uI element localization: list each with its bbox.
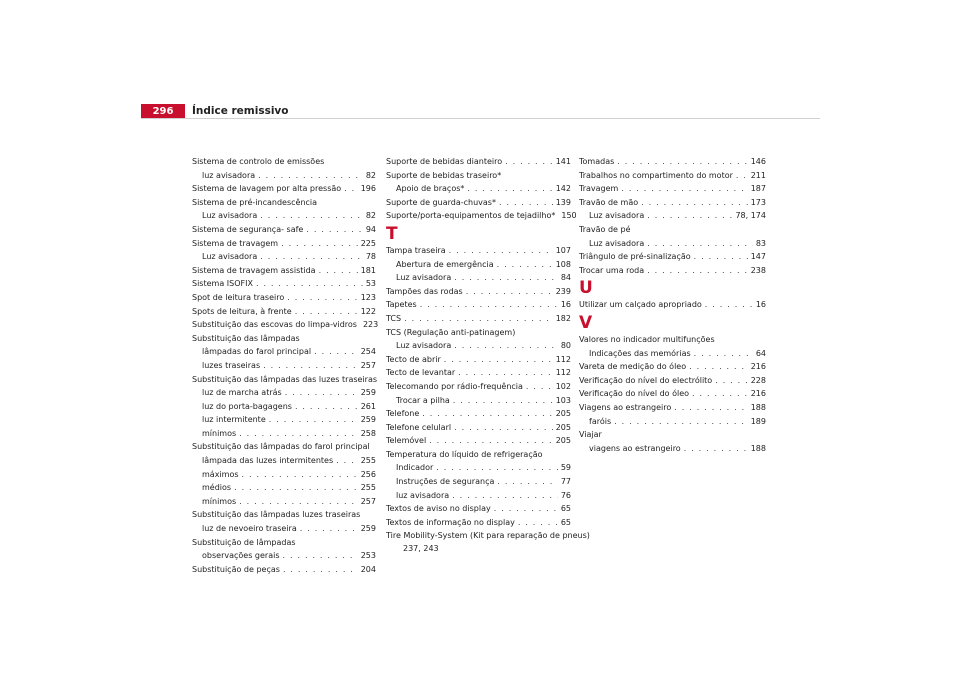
index-term: Spot de leitura traseiro [192,292,285,302]
index-term: Temperatura do líquido de refrigeração [386,449,543,459]
index-term: luz avisadora [202,170,256,180]
index-subentry [192,413,376,427]
index-entry [386,244,571,258]
dot-leader [647,209,732,223]
dot-leader [263,359,358,373]
index-subentry [192,454,376,468]
index-subentry [579,415,766,429]
index-term: Tecto de abrir [386,354,441,364]
dot-leader [422,407,552,421]
page-reference: 253 [360,551,376,561]
index-term: Luz avisadora [589,211,645,221]
page-reference: 80 [560,341,571,351]
page-reference: 59 [560,463,571,473]
index-entry [192,291,376,305]
index-term: Trabalhos no compartimento do motor [579,170,733,180]
index-term: Tampa traseira [386,245,446,255]
dot-leader [420,298,558,312]
index-term: Utilizar um calçado apropriado [579,300,702,310]
index-entry [386,434,571,448]
dot-leader [295,400,358,414]
index-subentry [192,549,376,563]
dot-leader [306,223,362,237]
dot-leader [494,502,558,516]
index-subentry [386,271,571,285]
index-term: Telefone celularl [386,422,452,432]
page-reference: 103 [555,395,571,405]
dot-leader [453,394,553,408]
dot-leader [458,366,553,380]
dot-leader [258,169,363,183]
dot-leader [452,489,558,503]
index-term: Textos de informação no display [386,517,515,527]
dot-leader [260,209,363,223]
index-term: Luz avisadora [202,211,258,221]
index-subentry [579,209,766,223]
index-term: observações gerais [202,551,280,561]
index-entry [386,516,571,530]
index-term: Suporte de bebidas dianteiro [386,157,503,166]
index-term: Abertura de emergência [396,259,494,269]
dot-leader [497,475,557,489]
page-reference: 122 [360,306,376,316]
index-column-3 [579,155,766,455]
index-term: Suporte de guarda-chuvas* [386,197,496,207]
page-reference: 258 [360,428,376,438]
index-term: mínimos [202,496,237,506]
index-subentry [192,468,376,482]
index-entry [192,277,376,291]
dot-leader [466,285,553,299]
index-entry [192,440,376,454]
index-entry [579,333,766,347]
index-term: luz de marcha atrás [202,388,282,398]
index-subentry [192,345,376,359]
page-reference: 76 [560,490,571,500]
page-reference: 259 [360,415,376,425]
index-term: Apoio de braços* [396,184,465,194]
index-entry [386,529,590,543]
index-term: Suporte/porta-equipamentos de tejadilho* [386,211,556,221]
index-term: Tampões das rodas [386,286,463,296]
page-reference: 16 [560,300,571,310]
dot-leader [705,298,753,312]
page-reference: 239 [555,286,571,296]
page-reference: 123 [360,292,376,302]
index-term: luzes traseiras [202,360,261,370]
page-reference: 196 [360,184,376,194]
index-subentry [386,258,571,272]
page-reference: 216 [750,389,766,399]
page-reference: 108 [555,259,571,269]
page-reference: 189 [750,416,766,426]
index-term: Substituição das lâmpadas [192,333,300,343]
dot-leader [314,345,358,359]
index-entry [192,305,376,319]
index-subentry [579,442,766,456]
header-divider [141,118,820,119]
page-reference: 53 [365,279,376,289]
index-term: Triângulo de pré-sinalização [579,252,691,262]
page-reference: 255 [360,456,376,466]
page-reference: 255 [360,483,376,493]
index-subentry [386,461,571,475]
index-entry [386,298,571,312]
page-reference: 139 [555,197,571,207]
page-reference: 64 [755,348,766,358]
dot-leader [499,196,553,210]
page-reference: 223 [362,320,379,330]
dot-leader [285,386,358,400]
index-term: Suporte de bebidas traseiro* [386,170,502,180]
page-reference: 141 [555,157,571,166]
dot-leader [256,277,363,291]
index-subentry [192,386,376,400]
index-term: Verificação do nível do electrólito [579,375,713,385]
index-entry [386,448,571,462]
index-entry [192,237,376,251]
index-term: Tecto de levantar [386,368,456,378]
page-reference: 146 [750,157,766,166]
page-reference: 216 [750,362,766,372]
page-reference: 259 [360,388,376,398]
section-letter: T [386,223,398,244]
dot-leader [647,264,748,278]
page-reference: 254 [360,347,376,357]
page-reference: 112 [555,354,571,364]
dot-leader [497,258,553,272]
dot-leader [505,155,553,169]
index-entry [386,353,571,367]
index-term: Valores no indicador multifunções [579,334,715,344]
page-reference: 188 [750,402,766,412]
page-reference: 188 [750,443,766,453]
index-term: viagens ao estrangeiro [589,443,681,453]
index-subentry [386,394,571,408]
index-term: Substituição das lâmpadas do farol principal [192,442,370,452]
index-term: Telemóvel [386,436,427,446]
page-reference: 238 [750,265,766,275]
index-entry [386,366,571,380]
page-reference: 256 [360,469,376,479]
page-title: Índice remissivo [192,105,289,117]
page-reference: 259 [360,524,376,534]
dot-leader [692,387,748,401]
index-entry [386,196,571,210]
index-subentry [386,489,571,503]
index-subentry [192,427,376,441]
page-reference: 112 [555,368,571,378]
dot-leader [319,264,358,278]
index-entry [386,326,571,340]
index-entry [192,508,376,522]
index-entry [579,401,766,415]
index-entry [192,264,376,278]
index-term: Tomadas [579,157,615,166]
page-reference: 150 [561,211,577,221]
dot-leader [694,347,753,361]
page-reference: 261 [360,401,376,411]
index-entry [192,155,376,169]
page-reference: 65 [560,504,571,514]
dot-leader [234,481,358,495]
dot-leader [344,182,358,196]
index-subentry [192,400,376,414]
page-reference: 147 [750,252,766,262]
dot-leader [444,353,553,367]
dot-leader [283,563,358,577]
index-term: Telefone [386,409,420,419]
page-reference: 228 [750,375,766,385]
index-entry [579,298,766,312]
section-letter: V [579,312,593,333]
index-term: Viagens ao estrangeiro [579,402,672,412]
index-term: luz do porta-bagagens [202,401,292,411]
index-subentry [386,339,571,353]
index-entry [192,223,376,237]
index-term: TCS (Regulação anti-patinagem) [386,327,516,337]
dot-leader [295,305,358,319]
dot-leader [436,461,558,475]
index-term: luz avisadora [396,490,450,500]
index-entry [579,428,766,442]
index-term: Sistema de lavagem por alta pressão [192,184,342,194]
index-term: Substituição das escovas do limpa-vidros [192,320,357,330]
index-term: Indicador [396,463,434,473]
index-entry [579,169,766,183]
index-term: Travagem [579,184,619,194]
page-reference: 187 [750,184,766,194]
page-reference: 205 [555,436,571,446]
index-subentry [192,495,376,509]
index-subentry [192,359,376,373]
dot-leader [614,415,748,429]
index-subentry [386,475,571,489]
index-entry [579,360,766,374]
index-subentry [386,182,571,196]
index-term: médios [202,483,232,493]
dot-leader [239,495,358,509]
index-subentry [192,250,376,264]
page-reference: 82 [365,211,376,221]
dot-leader [449,244,553,258]
index-entry [386,209,577,223]
index-term: luz intermitente [202,415,266,425]
index-subentry [192,209,376,223]
index-term: Tapetes [386,300,417,310]
page-reference: 94 [365,224,376,234]
dot-leader [287,291,357,305]
page-reference: 142 [555,184,571,194]
dot-leader [694,250,748,264]
page-reference: 84 [560,273,571,283]
page-reference: 182 [555,313,571,323]
index-entry [386,312,571,326]
index-term: Sistema de segurança- safe [192,224,304,234]
index-term: Luz avisadora [589,238,645,248]
index-term: Travão de mão [579,197,639,207]
index-entry [579,155,766,169]
index-entry [386,285,571,299]
index-term: Travão de pé [579,224,631,234]
dot-leader [736,169,748,183]
page-reference: 102 [555,381,571,391]
index-term: máximos [202,469,239,479]
index-subentry [579,347,766,361]
index-subentry [579,237,766,251]
index-entry [386,421,571,435]
index-term: Trocar a pilha [396,395,450,405]
index-entry [192,182,376,196]
page-reference: 257 [360,496,376,506]
dot-leader [300,522,358,536]
page-reference: 181 [360,265,376,275]
index-entry [386,502,571,516]
index-term: Textos de aviso no display [386,504,491,514]
index-entry [386,380,571,394]
page-reference: 107 [555,245,571,255]
index-term: Substituição das lâmpadas das luzes traseiras [192,374,378,384]
index-subentry [192,481,376,495]
dot-leader [260,250,363,264]
index-term: Sistema ISOFIX [192,279,253,289]
dot-leader [674,401,747,415]
index-entry [386,169,571,183]
dot-leader [518,516,558,530]
index-term: Vareta de medição do óleo [579,362,687,372]
index-entry [192,196,376,210]
index-term: Telecomando por rádio-frequência [386,381,523,391]
index-term: Sistema de travagem [192,238,279,248]
index-subentry [192,169,376,183]
dot-leader [526,380,553,394]
index-entry [192,563,376,577]
index-term: TCS [386,313,402,323]
page-reference: 82 [365,170,376,180]
index-term: Viajar [579,430,602,440]
dot-leader [336,454,358,468]
index-column-2 [386,155,590,555]
index-term: Tire Mobility-System (Kit para reparação de pneus) [386,531,590,541]
page-reference: 78, 174 [735,211,766,221]
index-term: Sistema de controlo de emissões [192,157,325,166]
index-term: Verificação do nível do óleo [579,389,690,399]
page-reference: 65 [560,517,571,527]
page-reference: 16 [755,300,766,310]
page-reference: 77 [560,477,571,487]
dot-leader [283,549,358,563]
dot-leader [715,374,748,388]
index-entry [579,196,766,210]
index-entry [579,387,766,401]
index-term: Substituição das lâmpadas luzes traseiras [192,510,361,520]
dot-leader [684,442,748,456]
index-entry [579,182,766,196]
dot-leader [621,182,747,196]
index-entry [192,332,376,346]
dot-leader [454,271,558,285]
index-term: Substituição de peças [192,564,280,574]
page-reference: 173 [750,197,766,207]
index-term: Indicações das memórias [589,348,691,358]
index-entry [386,407,571,421]
index-entry [192,536,376,550]
page-reference: 205 [555,422,571,432]
dot-leader [467,182,552,196]
dot-leader [281,237,358,251]
index-term: Luz avisadora [202,252,258,262]
page-reference: 205 [555,409,571,419]
dot-leader [269,413,358,427]
index-term: luz de nevoeiro traseira [202,524,297,534]
index-entry [579,250,766,264]
page-reference: 211 [750,170,766,180]
dot-leader [641,196,748,210]
index-column-1 [192,155,379,576]
section-letter: U [579,278,593,299]
index-entry [579,264,766,278]
index-term: Luz avisadora [396,273,452,283]
dot-leader [454,339,558,353]
dot-leader [239,427,358,441]
page-reference: 78 [365,252,376,262]
index-term: Substituição de lâmpadas [192,537,296,547]
index-entry-continuation: 237, 243 [403,544,439,554]
page-reference: 257 [360,360,376,370]
index-entry [579,223,766,237]
index-term: lâmpada das luzes intermitentes [202,456,334,466]
index-term: Instruções de segurança [396,477,495,487]
dot-leader [689,360,748,374]
index-term: Luz avisadora [396,341,452,351]
dot-leader [647,237,753,251]
page-reference: 225 [360,238,376,248]
page-reference: 204 [360,564,376,574]
dot-leader [429,434,553,448]
index-entry [192,373,376,387]
index-term: Spots de leitura, à frente [192,306,292,316]
page-number-badge: 296 [141,104,185,118]
index-term: mínimos [202,428,237,438]
index-term: lâmpadas do farol principal [202,347,312,357]
dot-leader [617,155,747,169]
index-term: Sistema de travagem assistida [192,265,316,275]
index-subentry [192,522,376,536]
index-term: faróis [589,416,612,426]
index-entry [579,374,766,388]
index-entry [192,318,379,332]
index-term: Trocar uma roda [579,265,645,275]
index-term: Sistema de pré-incandescência [192,197,318,207]
dot-leader [404,312,553,326]
index-entry [386,155,571,169]
dot-leader [242,468,358,482]
page-reference: 83 [755,238,766,248]
dot-leader [454,421,553,435]
